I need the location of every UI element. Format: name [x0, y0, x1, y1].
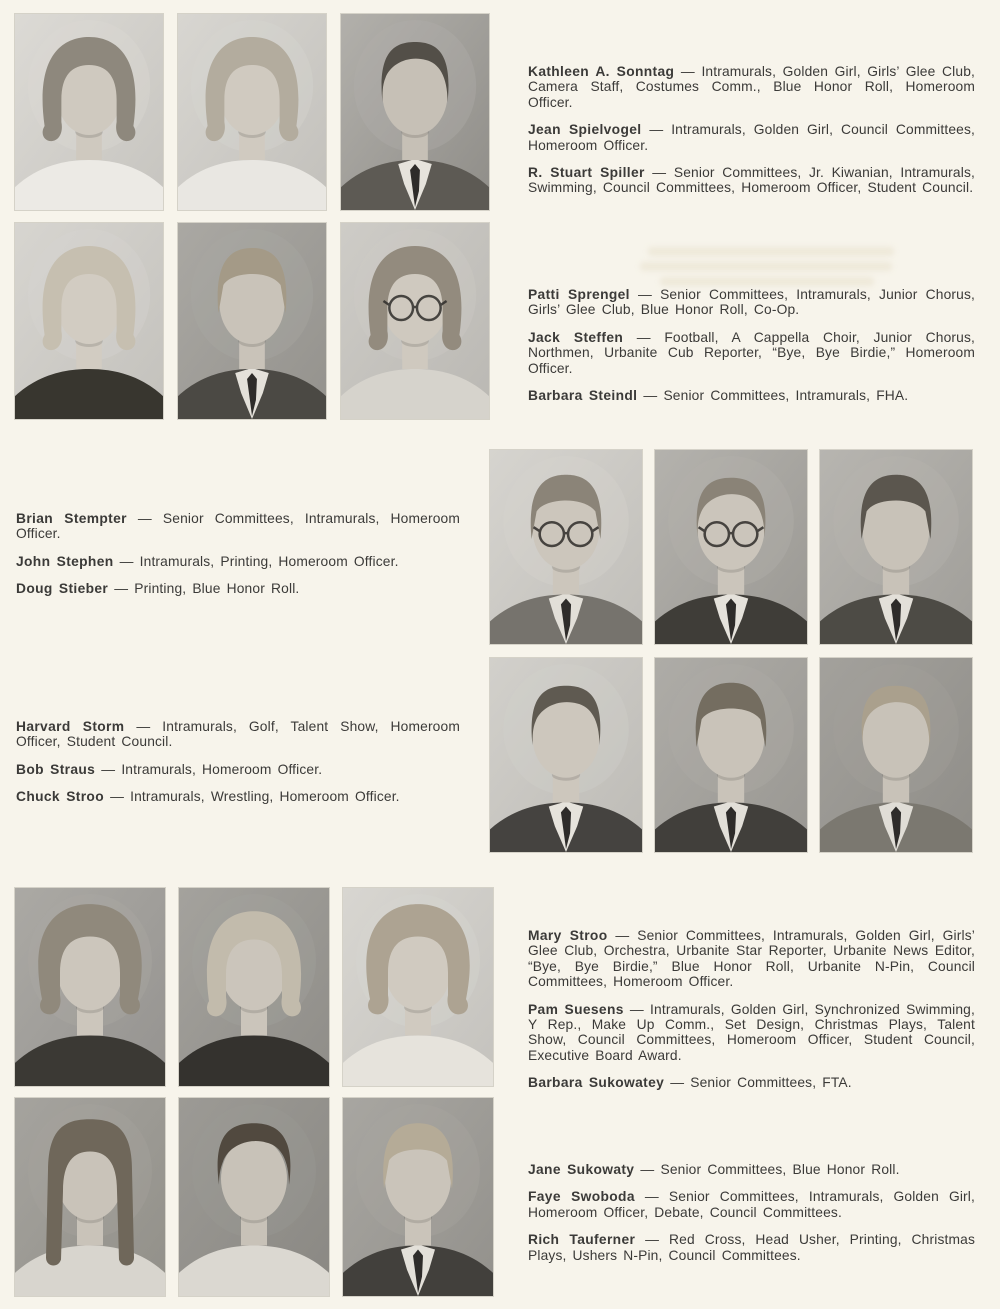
portrait-illustration — [490, 658, 642, 852]
student-entry — [528, 928, 975, 990]
separator-dash: — — [124, 719, 163, 734]
separator-dash: — — [113, 553, 140, 569]
portrait-photo — [490, 658, 642, 852]
student-name: Kathleen A. Sonntag — [528, 64, 675, 79]
student-name: Jane Sukowaty — [528, 1162, 635, 1177]
portrait-illustration — [341, 14, 489, 210]
student-activities: Intramurals, Golden Girl, Girls’ Glee Club, Camera Staff, Costumes Comm., Blue Honor Roll, Homeroom Officer. — [528, 64, 975, 110]
separator-dash: — — [674, 64, 702, 79]
student-entry — [16, 511, 460, 542]
portrait-photo — [655, 658, 807, 852]
student-activities: Senior Committees, Blue Honor Roll. — [660, 1162, 900, 1177]
portrait-photo — [655, 450, 807, 644]
portrait-photo — [343, 1098, 493, 1296]
student-activities: Intramurals, Homeroom Officer. — [121, 761, 323, 777]
student-name: Pam Suesens — [528, 1001, 624, 1017]
portrait-photo — [15, 14, 163, 210]
portrait-photo — [178, 223, 326, 419]
student-activities: Printing, Blue Honor Roll. — [134, 581, 300, 597]
portrait-illustration — [15, 888, 165, 1086]
portrait-photo — [343, 888, 493, 1086]
portrait-illustration — [179, 1098, 329, 1296]
page-showthrough — [640, 262, 892, 271]
student-name: Patti Sprengel — [528, 287, 630, 302]
student-entry — [528, 1162, 975, 1177]
student-name: Doug Stieber — [16, 581, 109, 597]
student-entry — [528, 1075, 975, 1090]
separator-dash: — — [126, 511, 163, 526]
listing-block-bottom-right-2 — [528, 1162, 975, 1263]
student-name: Barbara Sukowatey — [528, 1075, 665, 1091]
portrait-photo — [179, 1098, 329, 1296]
student-activities: Senior Committees, Intramurals, Golden Girl, Homeroom Officer, Debate, Council Committees. — [528, 1189, 975, 1220]
student-activities: Red Cross, Head Usher, Printing, Christmas Plays, Ushers N-Pin, Council Committees. — [528, 1232, 975, 1263]
separator-dash: — — [644, 165, 674, 181]
portrait-photo — [341, 14, 489, 210]
photo-grid-middle-right — [490, 450, 972, 852]
listing-block-bottom-right-1 — [528, 928, 975, 1091]
student-entry — [528, 1189, 975, 1220]
separator-dash: — — [641, 122, 672, 138]
separator-dash: — — [634, 1189, 669, 1205]
student-entry — [16, 719, 460, 750]
separator-dash: — — [629, 287, 661, 302]
listing-block-top-right-2 — [528, 287, 975, 403]
portrait-illustration — [178, 14, 326, 210]
portrait-illustration — [15, 223, 163, 419]
student-entry — [16, 581, 460, 596]
student-entry — [16, 762, 460, 777]
student-entry — [16, 789, 460, 804]
portrait-illustration — [820, 658, 972, 852]
student-name: R. Stuart Spiller — [528, 165, 645, 181]
listing-block-mid-left-2 — [16, 719, 460, 805]
portrait-photo — [820, 658, 972, 852]
student-activities: Intramurals, Golden Girl, Council Committees, Homeroom Officer. — [528, 122, 975, 153]
student-entry — [528, 330, 975, 376]
portrait-illustration — [655, 450, 807, 644]
separator-dash: — — [103, 789, 131, 805]
student-entry — [528, 287, 975, 318]
separator-dash: — — [623, 1001, 651, 1017]
separator-dash: — — [637, 388, 664, 404]
student-name: Brian Stempter — [16, 511, 127, 526]
listing-block-top-right-1 — [528, 64, 975, 196]
portrait-illustration — [15, 14, 163, 210]
portrait-photo — [178, 14, 326, 210]
student-activities: Intramurals, Wrestling, Homeroom Officer. — [130, 789, 400, 805]
listing-block-mid-left-1 — [16, 511, 460, 597]
student-entry — [528, 388, 975, 403]
student-name: Jean Spielvogel — [528, 122, 642, 138]
portrait-illustration — [820, 450, 972, 644]
student-name: Faye Swoboda — [528, 1189, 635, 1205]
page-showthrough — [648, 247, 894, 256]
student-entry — [16, 554, 460, 569]
portrait-photo — [490, 450, 642, 644]
portrait-illustration — [178, 223, 326, 419]
student-activities: Football, A Cappella Choir, Junior Chorus, Northmen, Urbanite Cub Reporter, “Bye, Bye Birdie,” Homeroom Officer. — [528, 329, 975, 376]
separator-dash: — — [623, 329, 665, 345]
portrait-photo — [820, 450, 972, 644]
student-name: Chuck Stroo — [16, 789, 104, 805]
photo-grid-top-left — [15, 14, 489, 419]
portrait-photo — [15, 223, 163, 419]
student-name: Harvard Storm — [16, 719, 125, 734]
portrait-illustration — [343, 888, 493, 1086]
portrait-photo — [15, 1098, 165, 1296]
separator-dash: — — [607, 928, 638, 943]
student-activities: Senior Committees, Intramurals, Golden Girl, Girls’ Glee Club, Orchestra, Urbanite Star Reporter, Urbanite News Editor, “Bye, Bye Birdie,” Blue Honor Roll, Urbanite N-Pin, Council Committees, Homeroom Officer. — [528, 928, 975, 990]
portrait-illustration — [490, 450, 642, 644]
student-activities: Senior Committees, Intramurals, Junior Chorus, Girls’ Glee Club, Blue Honor Roll, Co-Op. — [528, 287, 975, 318]
student-activities: Senior Committees, Intramurals, FHA. — [663, 388, 909, 404]
separator-dash: — — [95, 761, 122, 777]
student-entry — [528, 1002, 975, 1064]
student-activities: Senior Committees, Intramurals, Homeroom Officer. — [16, 511, 460, 542]
student-name: John Stephen — [16, 553, 114, 569]
portrait-illustration — [15, 1098, 165, 1296]
separator-dash: — — [634, 1162, 661, 1177]
portrait-illustration — [343, 1098, 493, 1296]
page-showthrough — [660, 277, 874, 286]
student-name: Jack Steffen — [528, 329, 624, 345]
separator-dash: — — [108, 581, 135, 597]
student-entry — [528, 64, 975, 110]
student-name: Bob Straus — [16, 761, 96, 777]
student-activities: Intramurals, Golf, Talent Show, Homeroom Officer, Student Council. — [16, 719, 460, 750]
portrait-photo — [341, 223, 489, 419]
student-entry — [528, 1232, 975, 1263]
portrait-illustration — [179, 888, 329, 1086]
portrait-illustration — [341, 223, 489, 419]
student-activities: Senior Committees, Jr. Kiwanian, Intramurals, Swimming, Council Committees, Homeroom Officer, Student Council. — [528, 165, 975, 196]
photo-grid-bottom-left — [15, 888, 493, 1296]
student-entry — [528, 122, 975, 153]
portrait-photo — [179, 888, 329, 1086]
portrait-photo — [15, 888, 165, 1086]
student-name: Barbara Steindl — [528, 388, 638, 404]
separator-dash: — — [635, 1232, 670, 1248]
student-name: Mary Stroo — [528, 928, 608, 943]
portrait-illustration — [655, 658, 807, 852]
student-activities: Intramurals, Printing, Homeroom Officer. — [139, 553, 399, 569]
student-name: Rich Tauferner — [528, 1232, 636, 1248]
student-activities: Senior Committees, FTA. — [690, 1075, 852, 1091]
student-entry — [528, 165, 975, 196]
student-activities: Intramurals, Golden Girl, Synchronized Swimming, Y Rep., Make Up Comm., Set Design, Christmas Plays, Talent Show, Council Committees, Homeroom Officer, Student Council, Executive Board Award. — [528, 1001, 975, 1063]
separator-dash: — — [664, 1075, 691, 1091]
